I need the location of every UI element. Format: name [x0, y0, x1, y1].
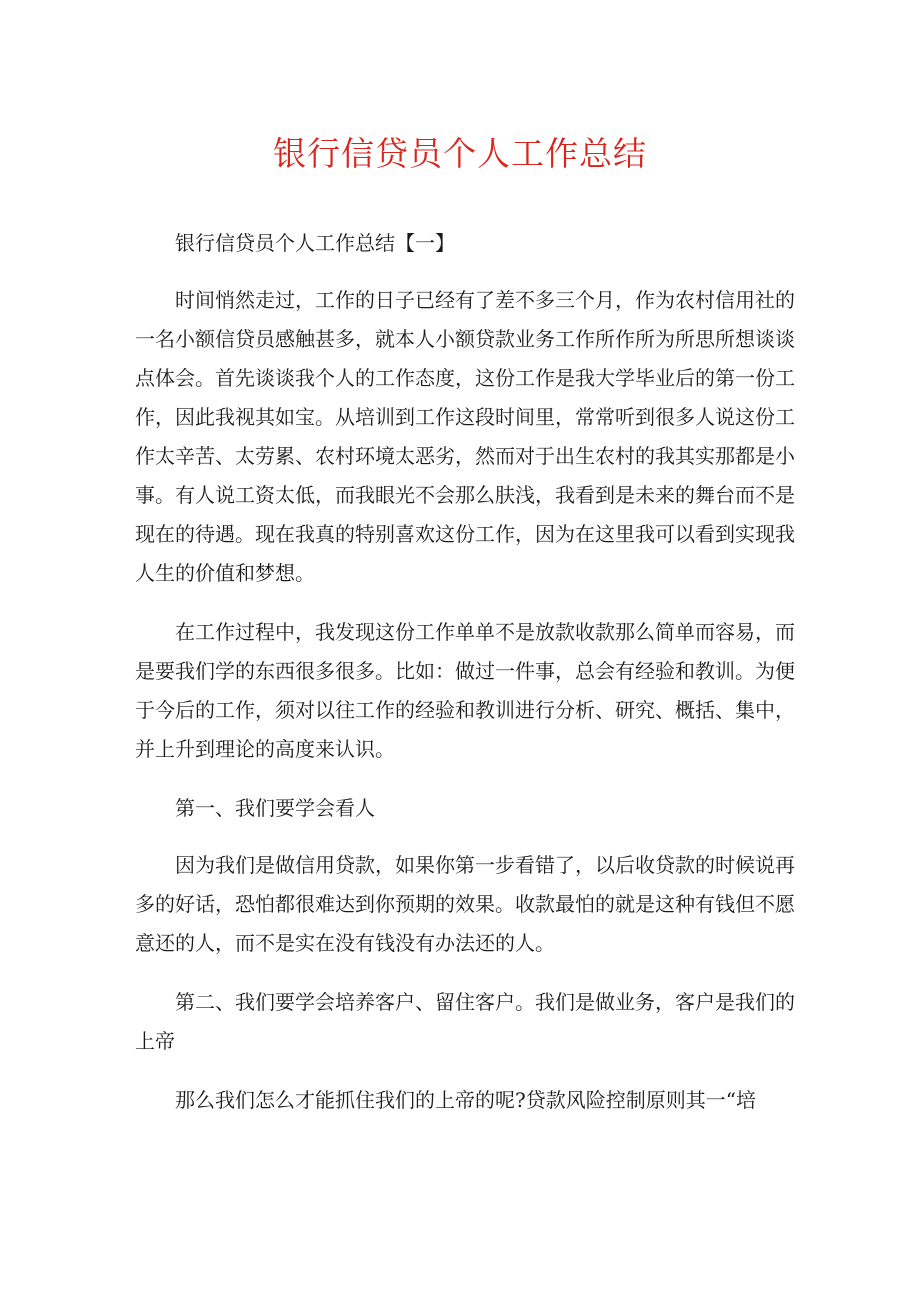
document-body [135, 224, 795, 1140]
paragraph: 在工作过程中，我发现这份工作单单不是放款收款那么简单而容易，而是要我们学的东西很多很多。比如：做过一件事，总会有经验和教训。为便于今后的工作，须对以往工作的经验和教训进行分析、研究、概括、集中，并上升到理论的高度来认识。 [135, 620, 795, 761]
paragraph: 时间悄然走过，工作的日子已经有了差不多三个月，作为农村信用社的一名小额信贷员感触甚多，就本人小额贷款业务工作所作所为所思所想谈谈点体会。首先谈谈我个人的工作态度，这份工作是我大学毕业后的第一份工作，因此我视其如宝。从培训到工作这段时间里，常常听到很多人说这份工作太辛苦、太劳累、农村环境太恶劣，然而对于出生农村的我其实那都是小事。有人说工资太低，而我眼光不会那么肤浅，我看到是未来的舞台而不是现在的待遇。现在我真的特别喜欢这份工作，因为在这里我可以看到实现我人生的价值和梦想。 [135, 288, 795, 585]
document-title: 银行信贷员个人工作总结 [273, 134, 647, 173]
subheading: 第一、我们要学会看人 [175, 796, 375, 820]
paragraph: 第二、我们要学会培养客户、留住客户。我们是做业务，客户是我们的上帝 [135, 990, 795, 1053]
paragraph: 因为我们是做信用贷款，如果你第一步看错了，以后收贷款的时候说再多的好话，恐怕都很难达到你预期的效果。收款最怕的就是这种有钱但不愿意还的人，而不是实在没有钱没有办法还的人。 [135, 853, 795, 955]
paragraph: 那么我们怎么才能抓住我们的上帝的呢?贷款风险控制原则其一“培 [175, 1088, 756, 1112]
section-heading: 银行信贷员个人工作总结【一】 [175, 231, 455, 255]
